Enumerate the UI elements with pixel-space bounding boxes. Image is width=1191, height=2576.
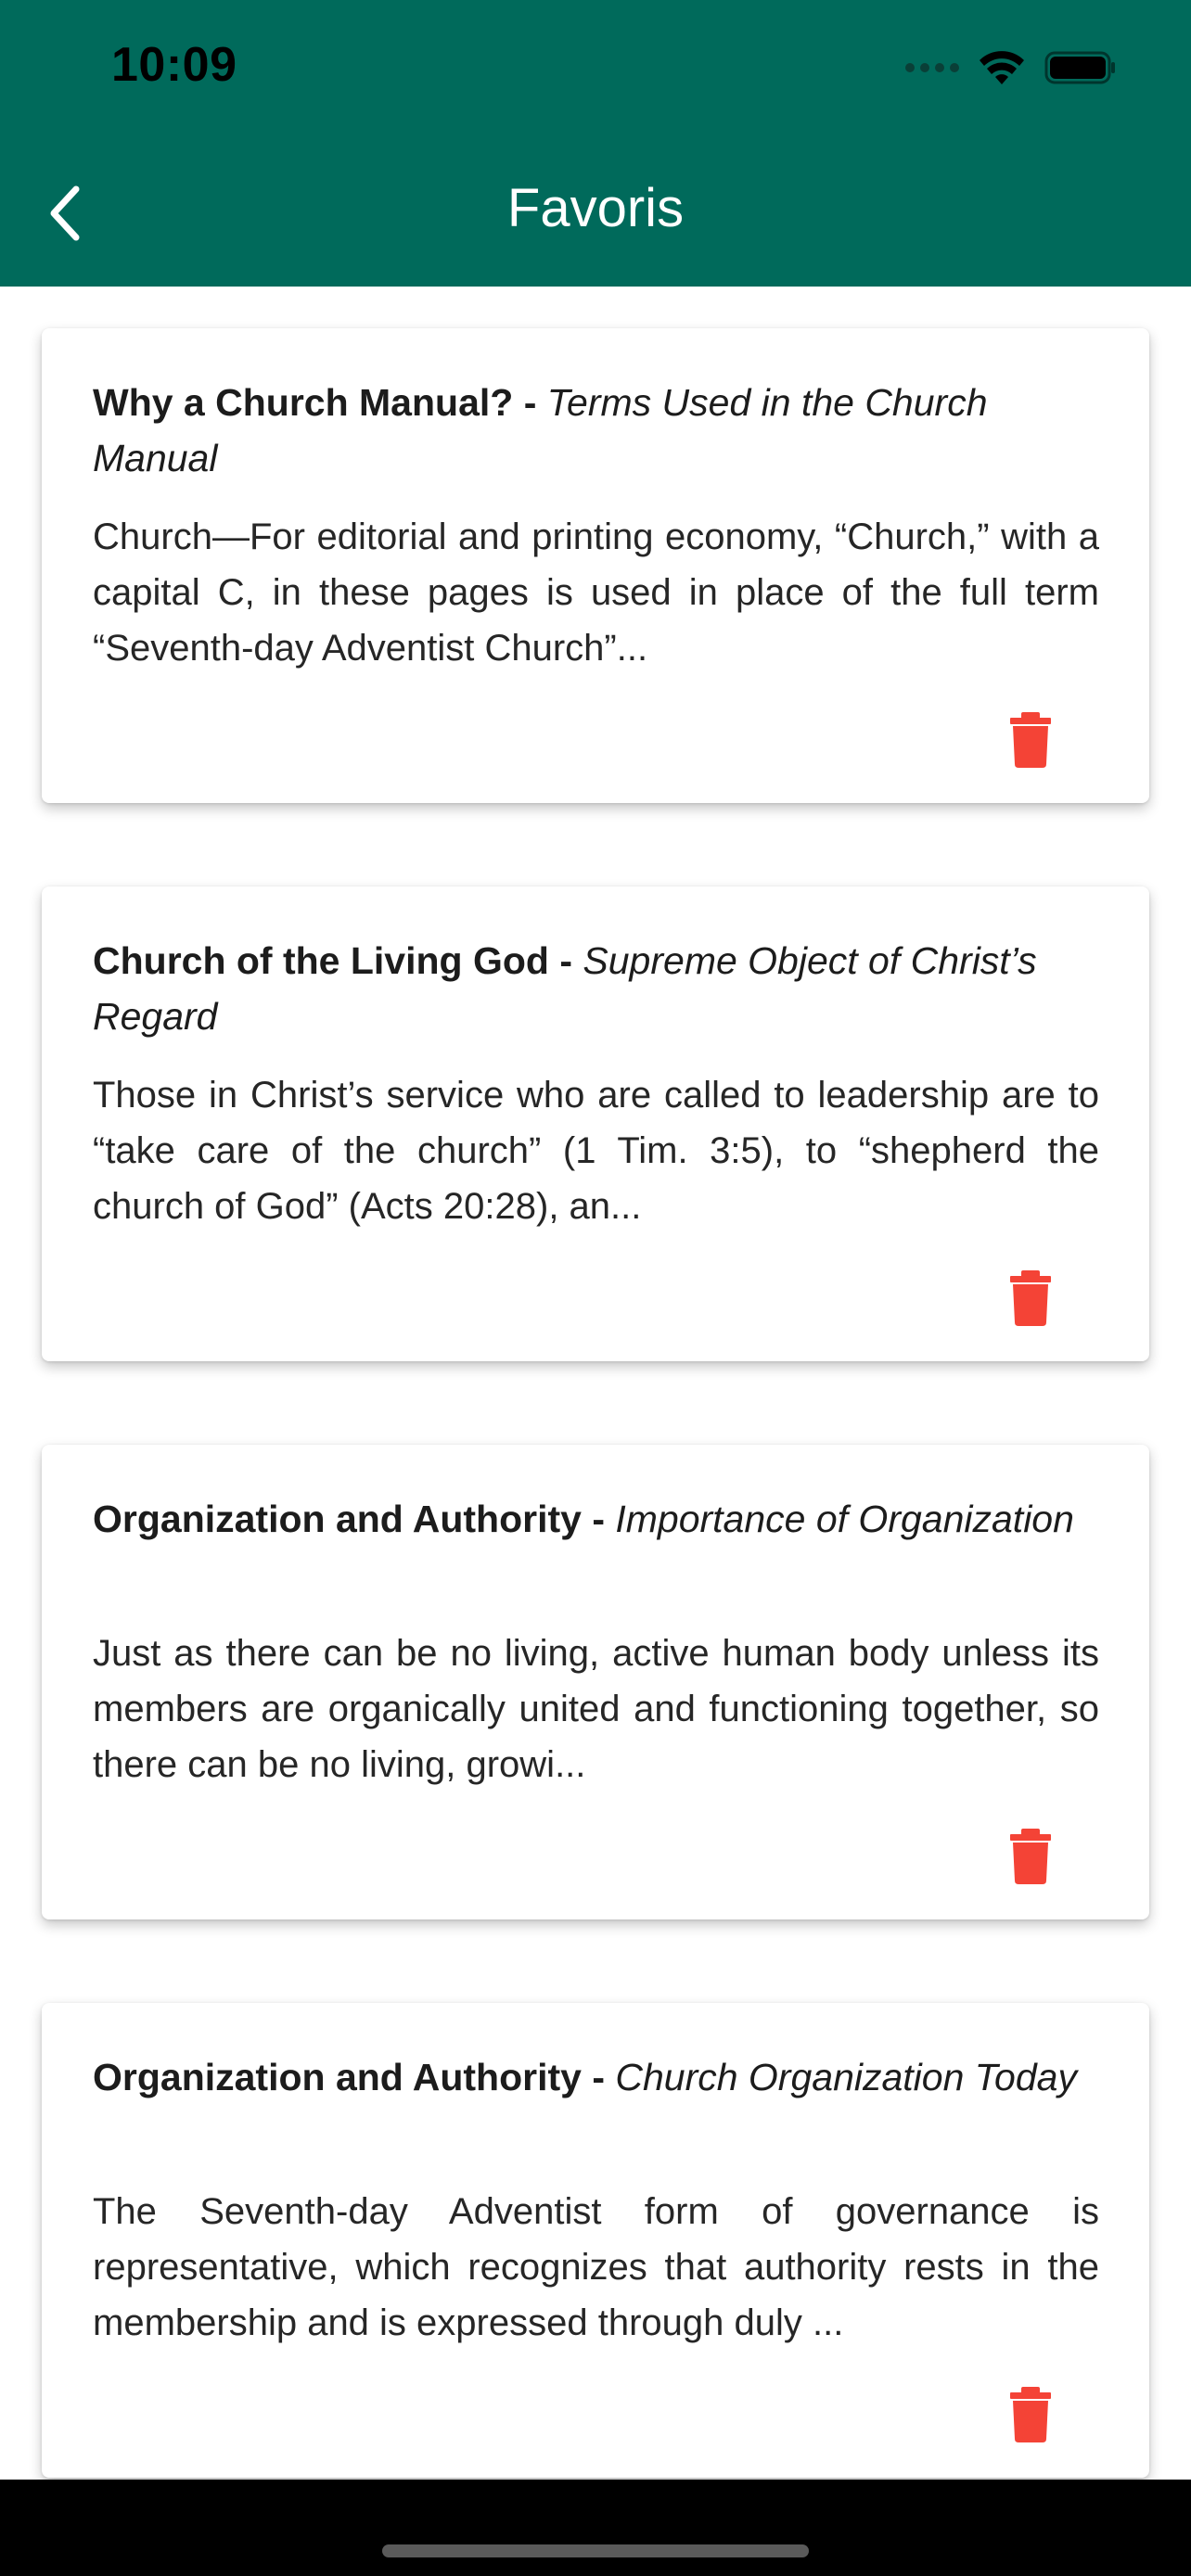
delete-button[interactable] (1005, 710, 1057, 770)
status-bar (0, 0, 1191, 139)
section-title: Terms Used in the Church Manual (93, 381, 988, 479)
favorite-title (93, 933, 1104, 1044)
trash-icon (1005, 2385, 1057, 2444)
favorite-card[interactable] (42, 2003, 1149, 2478)
title-separator: - (581, 2056, 616, 2098)
favorite-title (93, 375, 1104, 486)
cellular-signal-icon (905, 63, 959, 72)
wifi-icon (978, 49, 1026, 86)
favorite-card[interactable] (42, 886, 1149, 1361)
chapter-title: Organization and Authority (93, 1498, 582, 1540)
favorite-title (93, 2049, 1104, 2105)
section-title: Importance of Organization (615, 1498, 1074, 1540)
favorite-card[interactable] (42, 328, 1149, 803)
status-time: 10:09 (111, 38, 237, 92)
favorite-excerpt: The Seventh-day Adventist form of governance is representative, which recognizes that authority rests in the membership and is expressed through duly ... (93, 2191, 1099, 2343)
title-separator: - (581, 1498, 616, 1540)
chevron-left-icon (45, 184, 85, 243)
section-title: Church Organization Today (615, 2056, 1077, 2098)
delete-button[interactable] (1005, 1269, 1057, 1328)
favorite-excerpt: Church—For editorial and printing economy, “Church,” with a capital C, in these pages is used in place of the full term “Seventh-day Adventist Church”... (93, 516, 1099, 669)
title-separator: - (513, 381, 547, 424)
trash-icon (1005, 710, 1057, 770)
delete-button[interactable] (1005, 2385, 1057, 2444)
favorites-list[interactable] (0, 287, 1191, 2480)
favorite-card[interactable] (42, 1445, 1149, 1919)
status-icons (905, 45, 1117, 91)
home-indicator[interactable] (382, 2544, 809, 2557)
chapter-title: Organization and Authority (93, 2056, 582, 2098)
favorite-excerpt: Those in Christ’s service who are called to leadership are to “take care of the church” (1 Tim. 3:5), to “shepherd the church of God” (Acts 20:28), an... (93, 1075, 1099, 1227)
trash-icon (1005, 1827, 1057, 1886)
chapter-title: Church of the Living God (93, 939, 549, 982)
home-indicator-area (0, 2480, 1191, 2576)
delete-button[interactable] (1005, 1827, 1057, 1886)
app-header (0, 0, 1191, 287)
section-title: Supreme Object of Christ’s Regard (93, 939, 1037, 1038)
nav-bar (0, 139, 1191, 287)
back-button[interactable] (28, 176, 102, 250)
battery-icon (1044, 49, 1117, 86)
favorite-excerpt: Just as there can be no living, active human body unless its members are organically united and functioning together, so there can be no living, growi... (93, 1633, 1099, 1785)
chapter-title: Why a Church Manual? (93, 381, 514, 424)
page-title: Favoris (506, 178, 685, 238)
trash-icon (1005, 1269, 1057, 1328)
favorite-title (93, 1491, 1104, 1547)
title-separator: - (548, 939, 583, 982)
